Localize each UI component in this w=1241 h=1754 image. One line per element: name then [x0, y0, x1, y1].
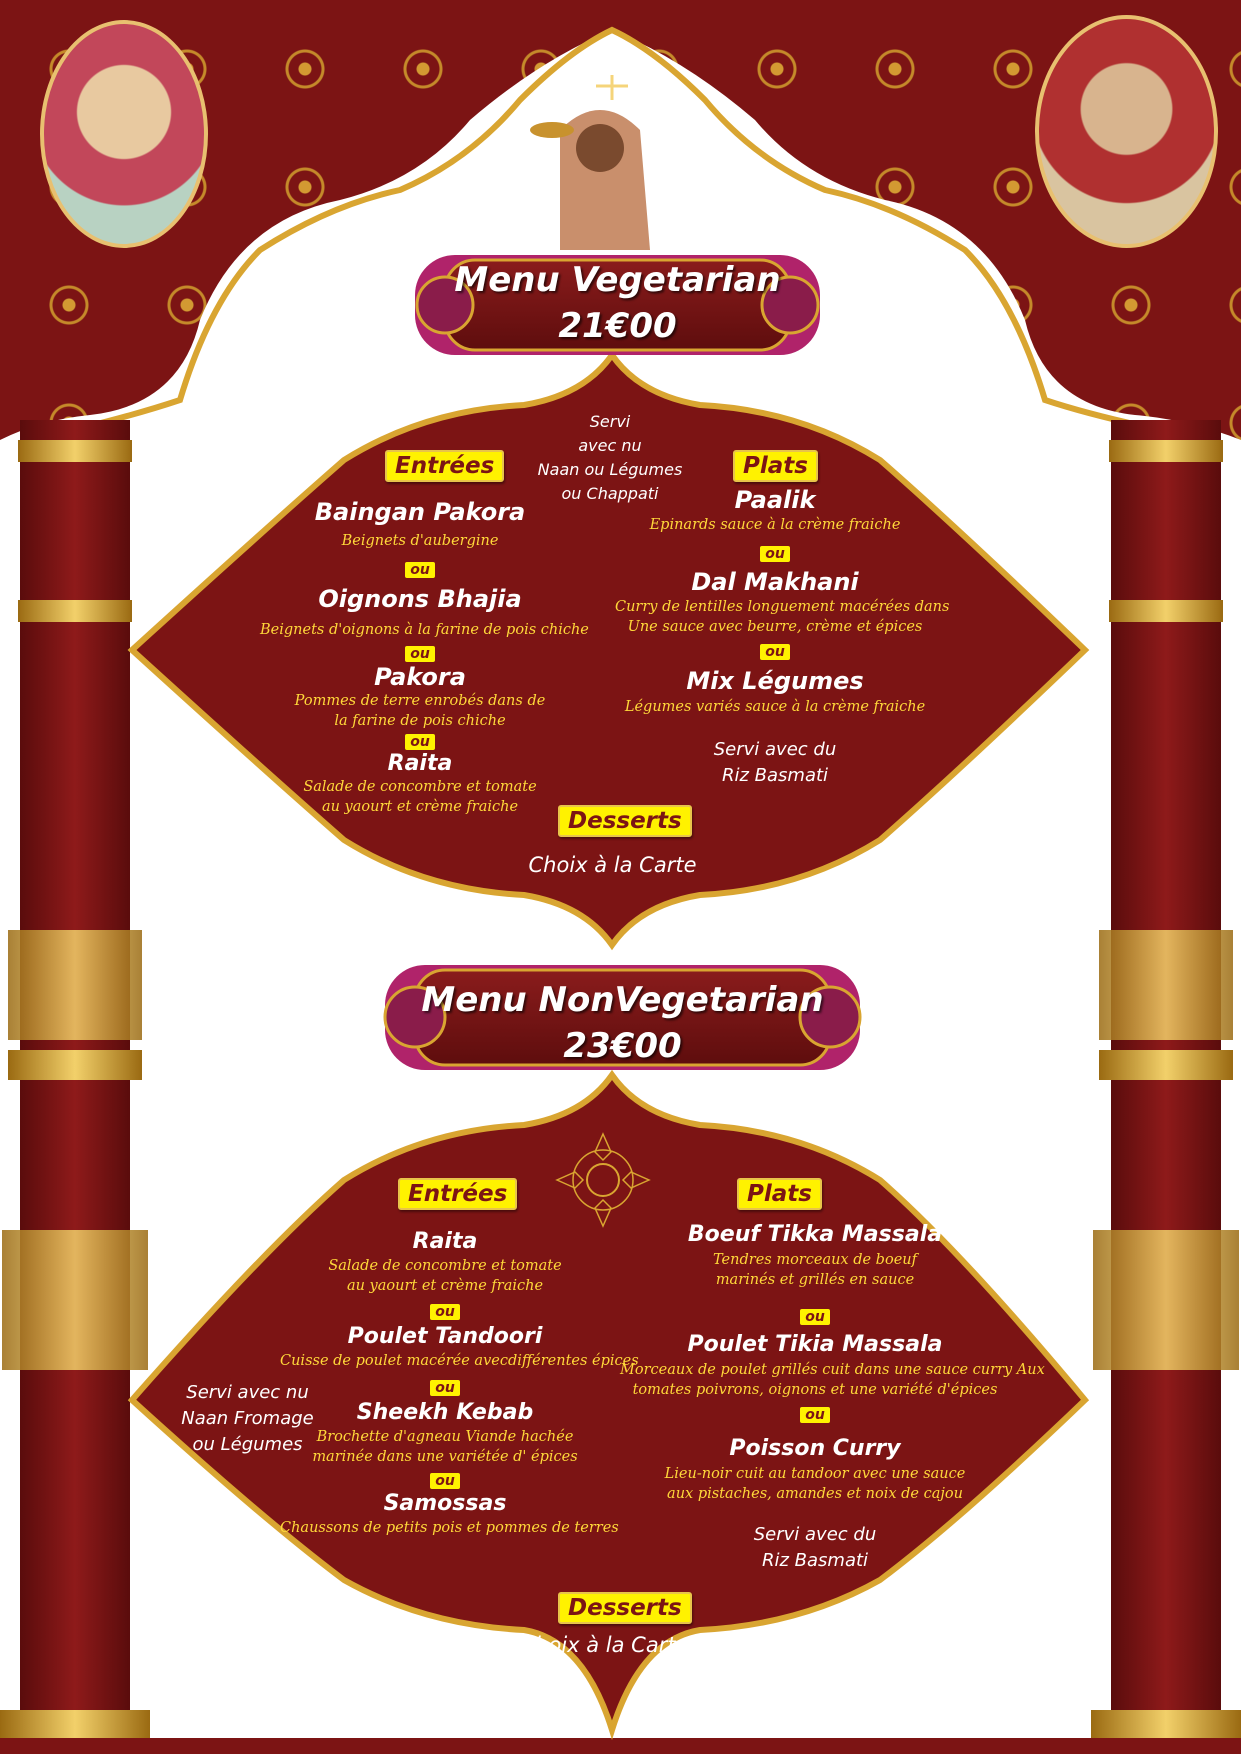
- dish-desc: Tendres morceaux de boeuf: [713, 1252, 917, 1268]
- ou-separator: ou: [430, 1304, 460, 1320]
- dish-name: Poulet Tandoori: [347, 1324, 543, 1349]
- served-rice-line: Riz Basmati: [761, 1550, 869, 1571]
- dish-desc: au yaourt et crème fraiche: [346, 1278, 544, 1294]
- dish-name: Pakora: [374, 663, 466, 691]
- served-line: ou Chappati: [561, 484, 659, 503]
- served-line: Servi: [589, 412, 631, 431]
- served-line: avec nu: [578, 436, 642, 455]
- dish-desc: la farine de pois chiche: [334, 713, 506, 729]
- dish-name: Dal Makhani: [691, 568, 859, 596]
- dish-desc: marinés et grillés en sauce: [715, 1272, 915, 1288]
- dish-desc: Une sauce avec beurre, crème et épices: [627, 619, 923, 635]
- ou-separator: ou: [760, 644, 790, 660]
- dish-desc: Curry de lentilles longuement macérées dans: [615, 599, 950, 615]
- veg-desserts-text: Choix à la Carte: [528, 853, 697, 877]
- served-rice-line: Riz Basmati: [721, 765, 829, 786]
- dish-name: Baingan Pakora: [314, 498, 526, 526]
- ou-separator: ou: [800, 1309, 830, 1325]
- veg-plats-list: [615, 485, 950, 789]
- dish-desc: marinée dans une variétée d' épices: [312, 1449, 578, 1465]
- dish-desc: Pommes de terre enrobés dans de: [294, 693, 546, 709]
- dish-name: Paalik: [734, 486, 816, 514]
- ou-separator: ou: [430, 1380, 460, 1396]
- empress-portrait-image: [40, 20, 208, 248]
- served-rice-line: Servi avec du: [713, 739, 837, 760]
- served-line: Naan ou Légumes: [537, 460, 683, 479]
- ou-separator: ou: [430, 1473, 460, 1489]
- emperor-portrait-image: [1035, 15, 1218, 248]
- nonveg-menu-price: 23€00: [563, 1026, 682, 1066]
- dish-desc: Lieu-noir cuit au tandoor avec une sauce: [664, 1466, 966, 1482]
- dish-name: Raita: [387, 751, 453, 776]
- dish-desc: Légumes variés sauce à la crème fraiche: [624, 699, 926, 715]
- served-line: Servi avec nu: [186, 1382, 309, 1403]
- dish-desc: au yaourt et crème fraiche: [321, 799, 519, 815]
- left-pillar: [0, 420, 150, 1754]
- dish-desc: Beignets d'oignons à la farine de pois chiche: [260, 622, 589, 638]
- dish-name: Poisson Curry: [729, 1436, 901, 1461]
- nonveg-desserts-text: Choix à la Carte: [520, 1633, 689, 1657]
- dish-desc: Morceaux de poulet grillés cuit dans une sauce curry Aux: [620, 1362, 1045, 1378]
- dish-desc: Epinards sauce à la crème fraiche: [649, 517, 901, 533]
- veg-entrees-list: [260, 495, 589, 817]
- ou-separator: ou: [405, 734, 435, 750]
- right-pillar: [1091, 420, 1241, 1754]
- dish-name: Oignons Bhajia: [318, 585, 522, 613]
- veg-menu-price: 21€00: [558, 306, 677, 346]
- dish-name: Boeuf Tikka Massala: [687, 1222, 943, 1247]
- dish-name: Poulet Tikia Massala: [687, 1332, 943, 1357]
- dish-desc: tomates poivrons, oignons et une variété d'épices: [632, 1382, 998, 1398]
- dish-desc: Cuisse de poulet macérée avecdifférentes épices: [280, 1353, 639, 1369]
- dish-name: Raita: [412, 1229, 478, 1254]
- dish-desc: aux pistaches, amandes et noix de cajou: [667, 1486, 963, 1502]
- dish-desc: Beignets d'aubergine: [341, 533, 499, 549]
- dish-desc: Brochette d'agneau Viande hachée: [316, 1429, 574, 1445]
- ou-separator: ou: [760, 546, 790, 562]
- veg-desserts-label: Desserts: [558, 805, 692, 837]
- nonveg-desserts-label: Desserts: [558, 1592, 692, 1624]
- veg-entrees-label: Entrées: [385, 450, 504, 482]
- nonveg-plats-label: Plats: [737, 1178, 822, 1210]
- nonveg-entrees-list: [280, 1228, 639, 1538]
- dish-name: Sheekh Kebab: [356, 1400, 534, 1425]
- served-line: Naan Fromage: [181, 1408, 314, 1429]
- dish-desc: Salade de concombre et tomate: [328, 1258, 562, 1274]
- veg-plats-label: Plats: [733, 450, 818, 482]
- dish-name: Samossas: [383, 1491, 507, 1516]
- nonveg-plats-list: [620, 1220, 1045, 1574]
- ou-separator: ou: [405, 646, 435, 662]
- dish-desc: Chaussons de petits pois et pommes de terres: [280, 1520, 619, 1536]
- nonveg-menu-title: Menu NonVegetarian: [421, 980, 824, 1020]
- veg-menu-title: Menu Vegetarian: [454, 260, 781, 300]
- served-line: ou Légumes: [192, 1434, 303, 1455]
- ou-separator: ou: [800, 1407, 830, 1423]
- served-rice-line: Servi avec du: [753, 1524, 877, 1545]
- nonveg-entrees-label: Entrées: [398, 1178, 517, 1210]
- dish-desc: Salade de concombre et tomate: [303, 779, 537, 795]
- ou-separator: ou: [405, 562, 435, 578]
- dish-name: Mix Légumes: [686, 667, 864, 695]
